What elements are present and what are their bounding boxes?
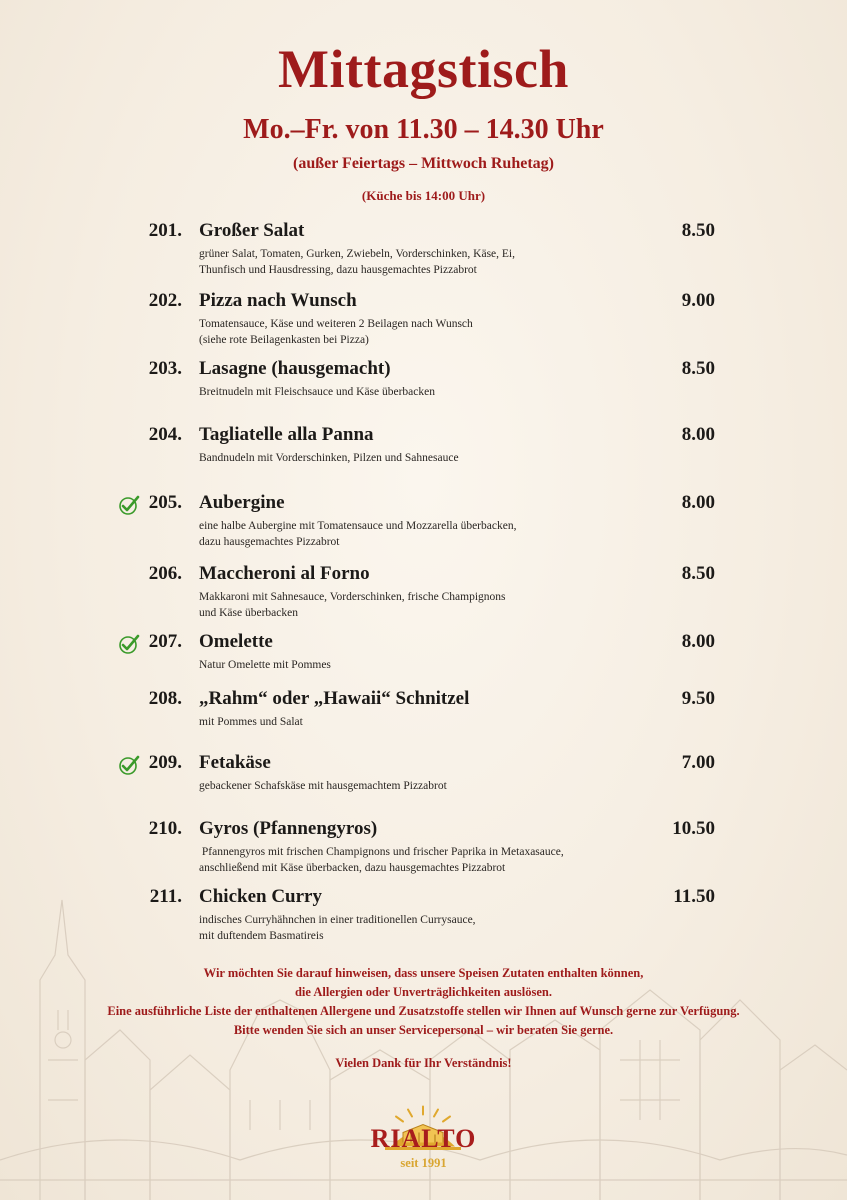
vegetarian-check-icon bbox=[118, 633, 140, 655]
item-number: 206. bbox=[148, 563, 182, 584]
item-number: 211. bbox=[149, 886, 182, 907]
item-price: 9.50 bbox=[681, 688, 715, 709]
allergy-line: Wir möchten Sie darauf hinweisen, dass unsere Speisen Zutaten enthalten können, bbox=[203, 966, 644, 980]
item-price: 8.50 bbox=[681, 220, 715, 241]
item-name: Großer Salat bbox=[199, 220, 305, 241]
item-description bbox=[199, 316, 619, 348]
item-price: 8.00 bbox=[681, 631, 715, 652]
item-description bbox=[199, 246, 619, 278]
item-number: 208. bbox=[148, 688, 182, 709]
item-number: 202. bbox=[148, 290, 182, 311]
item-price: 8.00 bbox=[681, 492, 715, 513]
item-number: 201. bbox=[148, 220, 182, 241]
item-description-line: Bandnudeln mit Vorderschinken, Pilzen und Sahnesauce bbox=[199, 452, 459, 464]
vegetarian-check-icon bbox=[118, 754, 140, 776]
item-price: 8.50 bbox=[681, 358, 715, 379]
item-name: Aubergine bbox=[199, 492, 285, 513]
item-name: Maccheroni al Forno bbox=[199, 563, 370, 584]
opening-hours: Mo.–Fr. von 11.30 – 14.30 Uhr bbox=[243, 114, 604, 145]
thanks-note: Vielen Dank für Ihr Verständnis! bbox=[335, 1056, 512, 1070]
item-description bbox=[199, 912, 619, 944]
item-description-line: dazu hausgemachtes Pizzabrot bbox=[199, 536, 340, 548]
allergy-line: Eine ausführliche Liste der enthaltenen Allergene und Zusatzstoffe stellen wir Ihnen auf Wunsch gerne zur Verfügung. bbox=[107, 1004, 740, 1018]
item-name: Chicken Curry bbox=[199, 886, 322, 907]
item-price: 8.50 bbox=[681, 563, 715, 584]
item-description-line: Pfannengyros mit frischen Champignons und frischer Paprika in Metaxasauce, bbox=[199, 846, 564, 858]
item-number: 205. bbox=[148, 492, 182, 513]
item-description bbox=[199, 778, 619, 794]
item-description bbox=[199, 450, 619, 466]
item-name: Tagliatelle alla Panna bbox=[199, 424, 374, 445]
item-name: Lasagne (hausgemacht) bbox=[199, 358, 391, 379]
item-description-line: eine halbe Aubergine mit Tomatensauce und Mozzarella überbacken, bbox=[199, 520, 517, 532]
item-number: 204. bbox=[148, 424, 182, 445]
item-description-line: anschließend mit Käse überbacken, dazu hausgemachtes Pizzabrot bbox=[199, 862, 506, 874]
item-price: 9.00 bbox=[681, 290, 715, 311]
item-description bbox=[199, 657, 619, 673]
item-description bbox=[199, 384, 619, 400]
item-number: 210. bbox=[148, 818, 182, 839]
item-number: 207. bbox=[148, 631, 182, 652]
item-name: Fetakäse bbox=[199, 752, 271, 773]
item-description-line: (siehe rote Beilagenkasten bei Pizza) bbox=[199, 334, 369, 346]
allergy-line: die Allergien oder Unverträglichkeiten auslösen. bbox=[294, 985, 553, 999]
item-description-line: und Käse überbacken bbox=[199, 607, 298, 619]
item-description-line: grüner Salat, Tomaten, Gurken, Zwiebeln, Vorderschinken, Käse, Ei, bbox=[199, 248, 516, 260]
item-number: 209. bbox=[148, 752, 182, 773]
item-description-line: Thunfisch und Hausdressing, dazu hausgemachtes Pizzabrot bbox=[199, 264, 477, 276]
item-description bbox=[199, 518, 619, 550]
item-description-line: gebackener Schafskäse mit hausgemachtem Pizzabrot bbox=[199, 780, 447, 792]
item-price: 10.50 bbox=[672, 818, 715, 839]
kitchen-note: (Küche bis 14:00 Uhr) bbox=[361, 188, 486, 203]
item-description-line: mit Pommes und Salat bbox=[199, 716, 303, 728]
item-name: Pizza nach Wunsch bbox=[199, 290, 357, 311]
allergy-notice bbox=[0, 964, 847, 1040]
page-title: Mittagstisch bbox=[278, 39, 569, 99]
item-description bbox=[199, 589, 619, 621]
item-name: Omelette bbox=[199, 631, 273, 652]
item-description-line: mit duftendem Basmatireis bbox=[199, 930, 324, 942]
item-price: 8.00 bbox=[681, 424, 715, 445]
item-description-line: indisches Curryhähnchen in einer traditionellen Currysauce, bbox=[199, 914, 476, 926]
vegetarian-check-icon bbox=[118, 494, 140, 516]
logo-since: seit 1991 bbox=[400, 1156, 447, 1170]
item-description-line: Tomatensauce, Käse und weiteren 2 Beilagen nach Wunsch bbox=[199, 318, 473, 330]
item-name: Gyros (Pfannengyros) bbox=[199, 818, 378, 839]
item-description bbox=[199, 844, 619, 876]
item-price: 7.00 bbox=[681, 752, 715, 773]
item-number: 203. bbox=[148, 358, 182, 379]
item-description-line: Breitnudeln mit Fleischsauce und Käse überbacken bbox=[199, 386, 435, 398]
allergy-line: Bitte wenden Sie sich an unser Servicepersonal – wir beraten Sie gerne. bbox=[233, 1023, 614, 1037]
holiday-note: (außer Feiertags – Mittwoch Ruhetag) bbox=[293, 155, 554, 172]
item-description-line: Makkaroni mit Sahnesauce, Vorderschinken, frische Champignons bbox=[199, 591, 506, 603]
item-description-line: Natur Omelette mit Pommes bbox=[199, 659, 331, 671]
item-price: 11.50 bbox=[673, 886, 715, 907]
item-name: „Rahm“ oder „Hawaii“ Schnitzel bbox=[199, 688, 470, 709]
item-description bbox=[199, 714, 619, 730]
logo-wordmark: RIALTO bbox=[370, 1124, 477, 1153]
